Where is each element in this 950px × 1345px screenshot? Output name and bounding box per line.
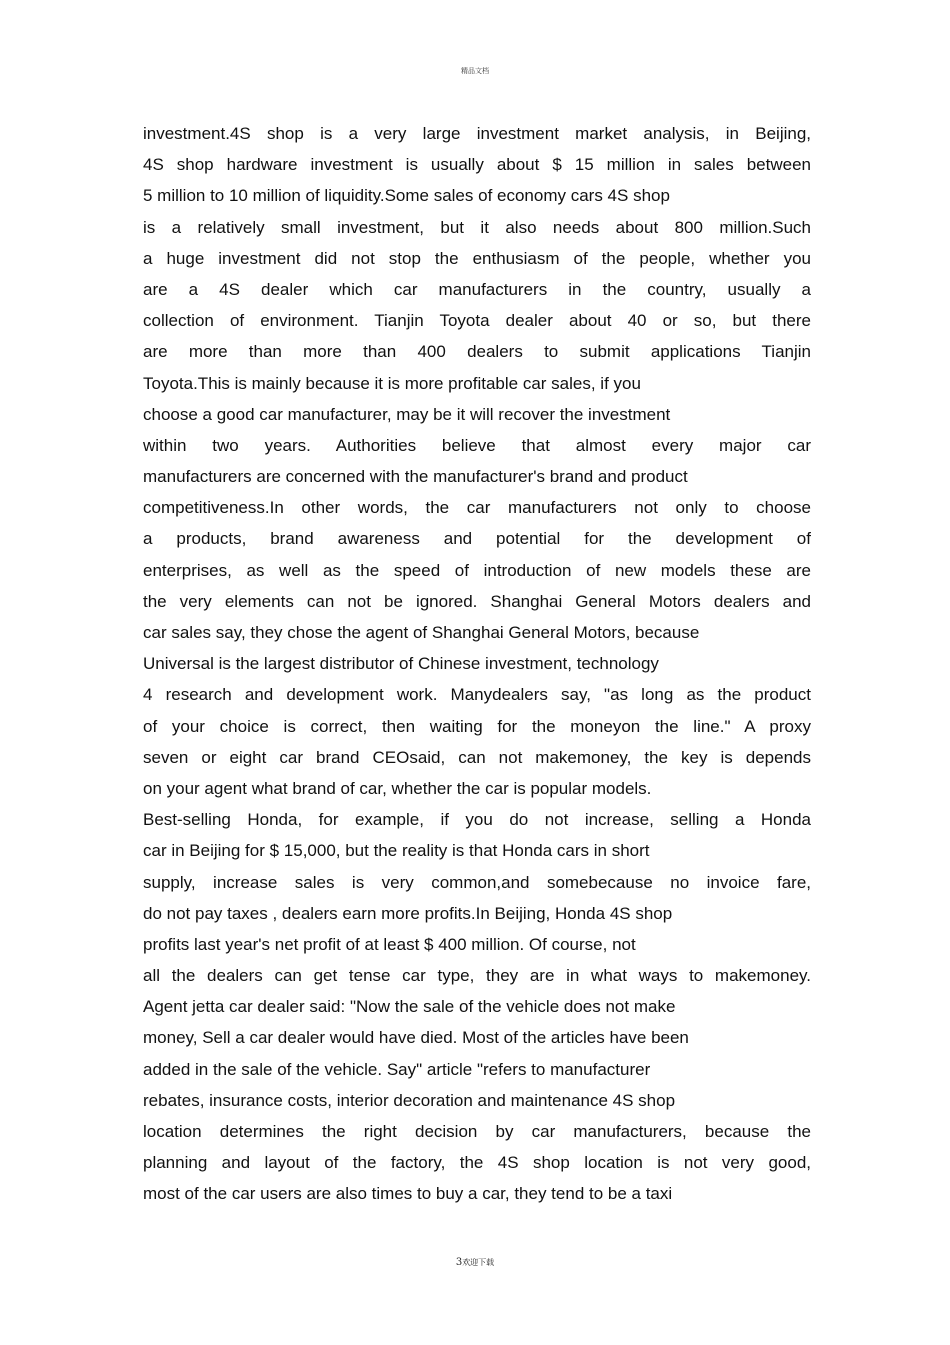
text-line: Agent jetta car dealer said: "Now the sale of the vehicle does not make <box>143 997 676 1017</box>
page-header <box>0 66 950 76</box>
text-line: car sales say, they chose the agent of Shanghai General Motors, because <box>143 623 700 642</box>
text-line: competitiveness.In other words, the car manufacturers not only to choose <box>143 498 811 518</box>
document-body <box>143 118 811 1210</box>
footer-label: 欢迎下载 <box>462 1258 495 1267</box>
text-line: added in the sale of the vehicle. Say" article "refers to manufacturer <box>143 1059 651 1079</box>
text-line: do not pay taxes , dealers earn more profits.In Beijing, Honda 4S shop <box>143 903 673 923</box>
text-line: 4 research and development work. Manydealers say, "as long as the product <box>143 685 811 705</box>
text-line: 4S shop hardware investment is usually about $ 15 million in sales between <box>143 155 811 175</box>
text-line: collection of environment. Tianjin Toyota dealer about 40 or so, but there <box>143 311 811 331</box>
text-line: are a 4S dealer which car manufacturers in the country, usually a <box>143 279 811 299</box>
text-line: manufacturers are concerned with the manufacturer's brand and product <box>143 467 688 487</box>
text-line: are more than more than 400 dealers to submit applications Tianjin <box>143 342 811 362</box>
text-line: on your agent what brand of car, whether the car is popular models. <box>143 778 652 798</box>
text-line: is a relatively small investment, but it also needs about 800 million.Such <box>143 217 811 237</box>
text-line: the very elements can not be ignored. Shanghai General Motors dealers and <box>143 591 811 611</box>
text-line: planning and layout of the factory, the 4S shop location is not very good, <box>143 1153 811 1173</box>
page-number: 3 <box>455 1257 463 1268</box>
text-line: a products, brand awareness and potential for the development of <box>143 529 811 549</box>
header-label: 精品文档 <box>461 67 489 75</box>
text-line: Universal is the largest distributor of Chinese investment, technology <box>143 654 659 674</box>
text-line: rebates, insurance costs, interior decoration and maintenance 4S shop <box>143 1090 676 1110</box>
text-line: of your choice is correct, then waiting for the moneyon the line." A proxy <box>143 716 811 736</box>
text-line: seven or eight car brand CEOsaid, can not makemoney, the key is depends <box>143 747 811 767</box>
text-line: location determines the right decision by car manufacturers, because the <box>143 1122 811 1141</box>
text-line: a huge investment did not stop the enthusiasm of the people, whether you <box>143 248 811 268</box>
text-line: investment.4S shop is a very large investment market analysis, in Beijing, <box>143 124 811 143</box>
text-line: within two years. Authorities believe that almost every major car <box>143 435 811 455</box>
text-line: Best-selling Honda, for example, if you do not increase, selling a Honda <box>143 810 811 830</box>
text-line: profits last year's net profit of at least $ 400 million. Of course, not <box>143 934 636 954</box>
text-line: enterprises, as well as the speed of introduction of new models these are <box>143 560 811 580</box>
text-line: money, Sell a car dealer would have died. Most of the articles have been <box>143 1028 689 1048</box>
text-line: choose a good car manufacturer, may be it will recover the investment <box>143 404 671 424</box>
text-line: most of the car users are also times to buy a car, they tend to be a taxi <box>143 1184 673 1204</box>
text-line: supply, increase sales is very common,and somebecause no invoice fare, <box>143 872 811 892</box>
text-line: 5 million to 10 million of liquidity.Some sales of economy cars 4S shop <box>143 186 670 206</box>
page-footer <box>0 1257 950 1268</box>
text-line: car in Beijing for $ 15,000, but the reality is that Honda cars in short <box>143 841 650 861</box>
text-line: Toyota.This is mainly because it is more profitable car sales, if you <box>143 373 641 393</box>
text-line: all the dealers can get tense car type, they are in what ways to makemoney. <box>143 966 811 986</box>
